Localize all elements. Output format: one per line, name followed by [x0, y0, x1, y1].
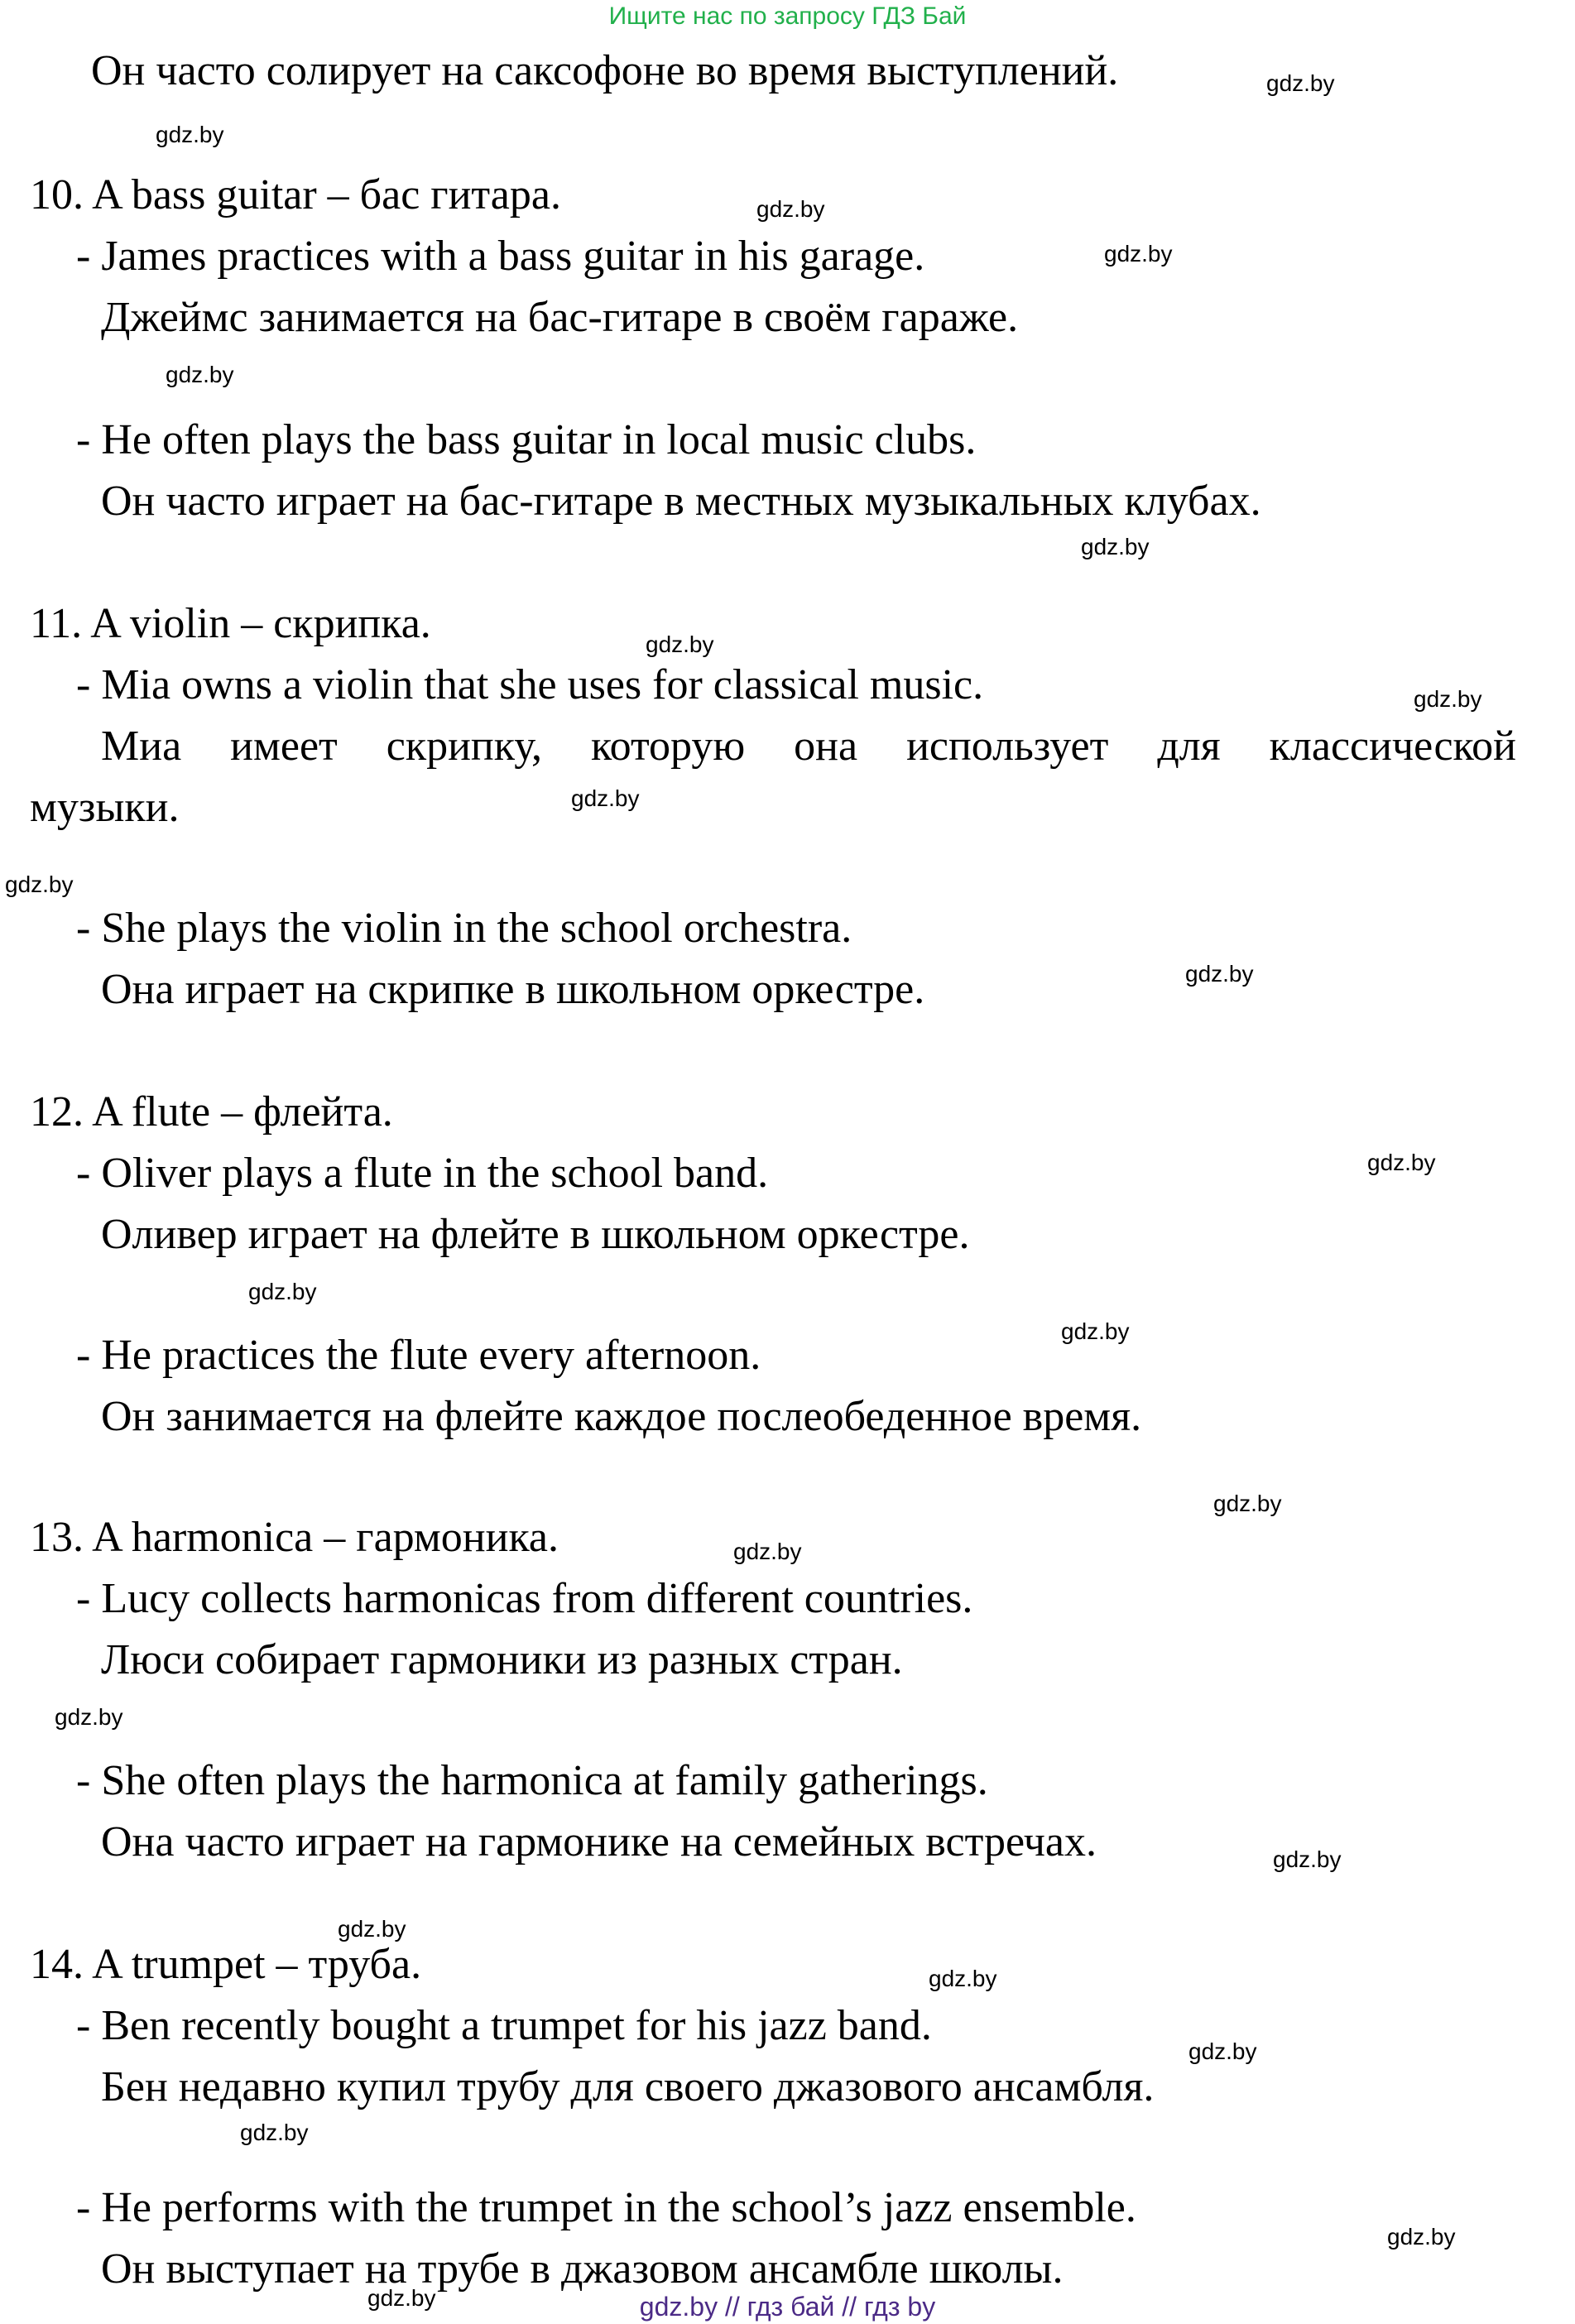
watermark: gdz.by [1273, 1846, 1342, 1872]
section-heading: 10. A bass guitar – бас гитара. [30, 171, 561, 218]
section-heading: 12. A flute – флейта. [30, 1088, 393, 1136]
example-ru: Миа имеет скрипку, которую она использует для классической [101, 723, 1516, 770]
example-en: - He performs with the trumpet in the school’s jazz ensemble. [76, 2184, 1136, 2231]
watermark: gdz.by [55, 1704, 123, 1730]
example-ru: Он выступает на трубе в джазовом ансамбле школы. [101, 2245, 1064, 2293]
example-en: - James practices with a bass guitar in his garage. [76, 233, 925, 280]
example-ru: Оливер играет на флейте в школьном оркестре. [101, 1211, 970, 1258]
watermark: gdz.by [1213, 1491, 1282, 1516]
example-ru: Люси собирает гармоники из разных стран. [101, 1636, 903, 1683]
watermark: gdz.by [1061, 1318, 1130, 1344]
watermark: gdz.by [166, 362, 234, 387]
watermark: gdz.by [733, 1539, 802, 1564]
example-en: - Ben recently bought a trumpet for his jazz band. [76, 2002, 932, 2049]
watermark: gdz.by [756, 196, 825, 222]
top-banner: Ищите нас по запросу ГДЗ Бай [608, 2, 967, 30]
example-en: - Mia owns a violin that she uses for classical music. [76, 661, 984, 708]
watermark: gdz.by [1367, 1150, 1436, 1175]
example-en: - He often plays the bass guitar in local music clubs. [76, 416, 977, 463]
watermark: gdz.by [1185, 961, 1254, 987]
text-line: Он часто солирует на саксофоне во время выступлений. [91, 47, 1119, 94]
section-heading: 11. A violin – скрипка. [30, 600, 431, 647]
watermark: gdz.by [5, 872, 74, 897]
watermark: gdz.by [1188, 2038, 1257, 2064]
watermark: gdz.by [1266, 70, 1335, 96]
watermark: gdz.by [1104, 241, 1173, 266]
example-ru: Джеймс занимается на бас-гитаре в своём гараже. [101, 294, 1019, 341]
example-en: - She plays the violin in the school orchestra. [76, 905, 852, 952]
example-en: - He practices the flute every afternoon. [76, 1332, 761, 1379]
watermark: gdz.by [1414, 686, 1482, 712]
watermark: gdz.by [929, 1966, 997, 1991]
watermark: gdz.by [367, 2285, 436, 2311]
watermark: gdz.by [571, 785, 640, 811]
example-ru: Он часто играет на бас-гитаре в местных музыкальных клубах. [101, 478, 1261, 525]
footer-links: gdz.by // гдз бай // гдз by [639, 2292, 936, 2322]
watermark: gdz.by [248, 1279, 317, 1304]
watermark: gdz.by [646, 631, 714, 657]
example-ru: Бен недавно купил трубу для своего джазового ансамбля. [101, 2063, 1155, 2110]
watermark: gdz.by [338, 1916, 406, 1942]
section-heading: 13. A harmonica – гармоника. [30, 1514, 559, 1561]
watermark: gdz.by [1081, 534, 1150, 559]
example-ru: Он занимается на флейте каждое послеобеденное время. [101, 1393, 1142, 1440]
example-en: - She often plays the harmonica at family gatherings. [76, 1757, 988, 1804]
example-ru: Она часто играет на гармонике на семейных встречах. [101, 1818, 1097, 1865]
watermark: gdz.by [156, 122, 224, 147]
example-en: - Oliver plays a flute in the school band. [76, 1150, 769, 1197]
watermark: gdz.by [240, 2120, 309, 2145]
watermark: gdz.by [1387, 2224, 1456, 2250]
example-ru-cont: музыки. [30, 784, 180, 831]
example-ru: Она играет на скрипке в школьном оркестре. [101, 966, 925, 1013]
section-heading: 14. A trumpet – труба. [30, 1941, 422, 1988]
example-en: - Lucy collects harmonicas from different countries. [76, 1575, 973, 1622]
